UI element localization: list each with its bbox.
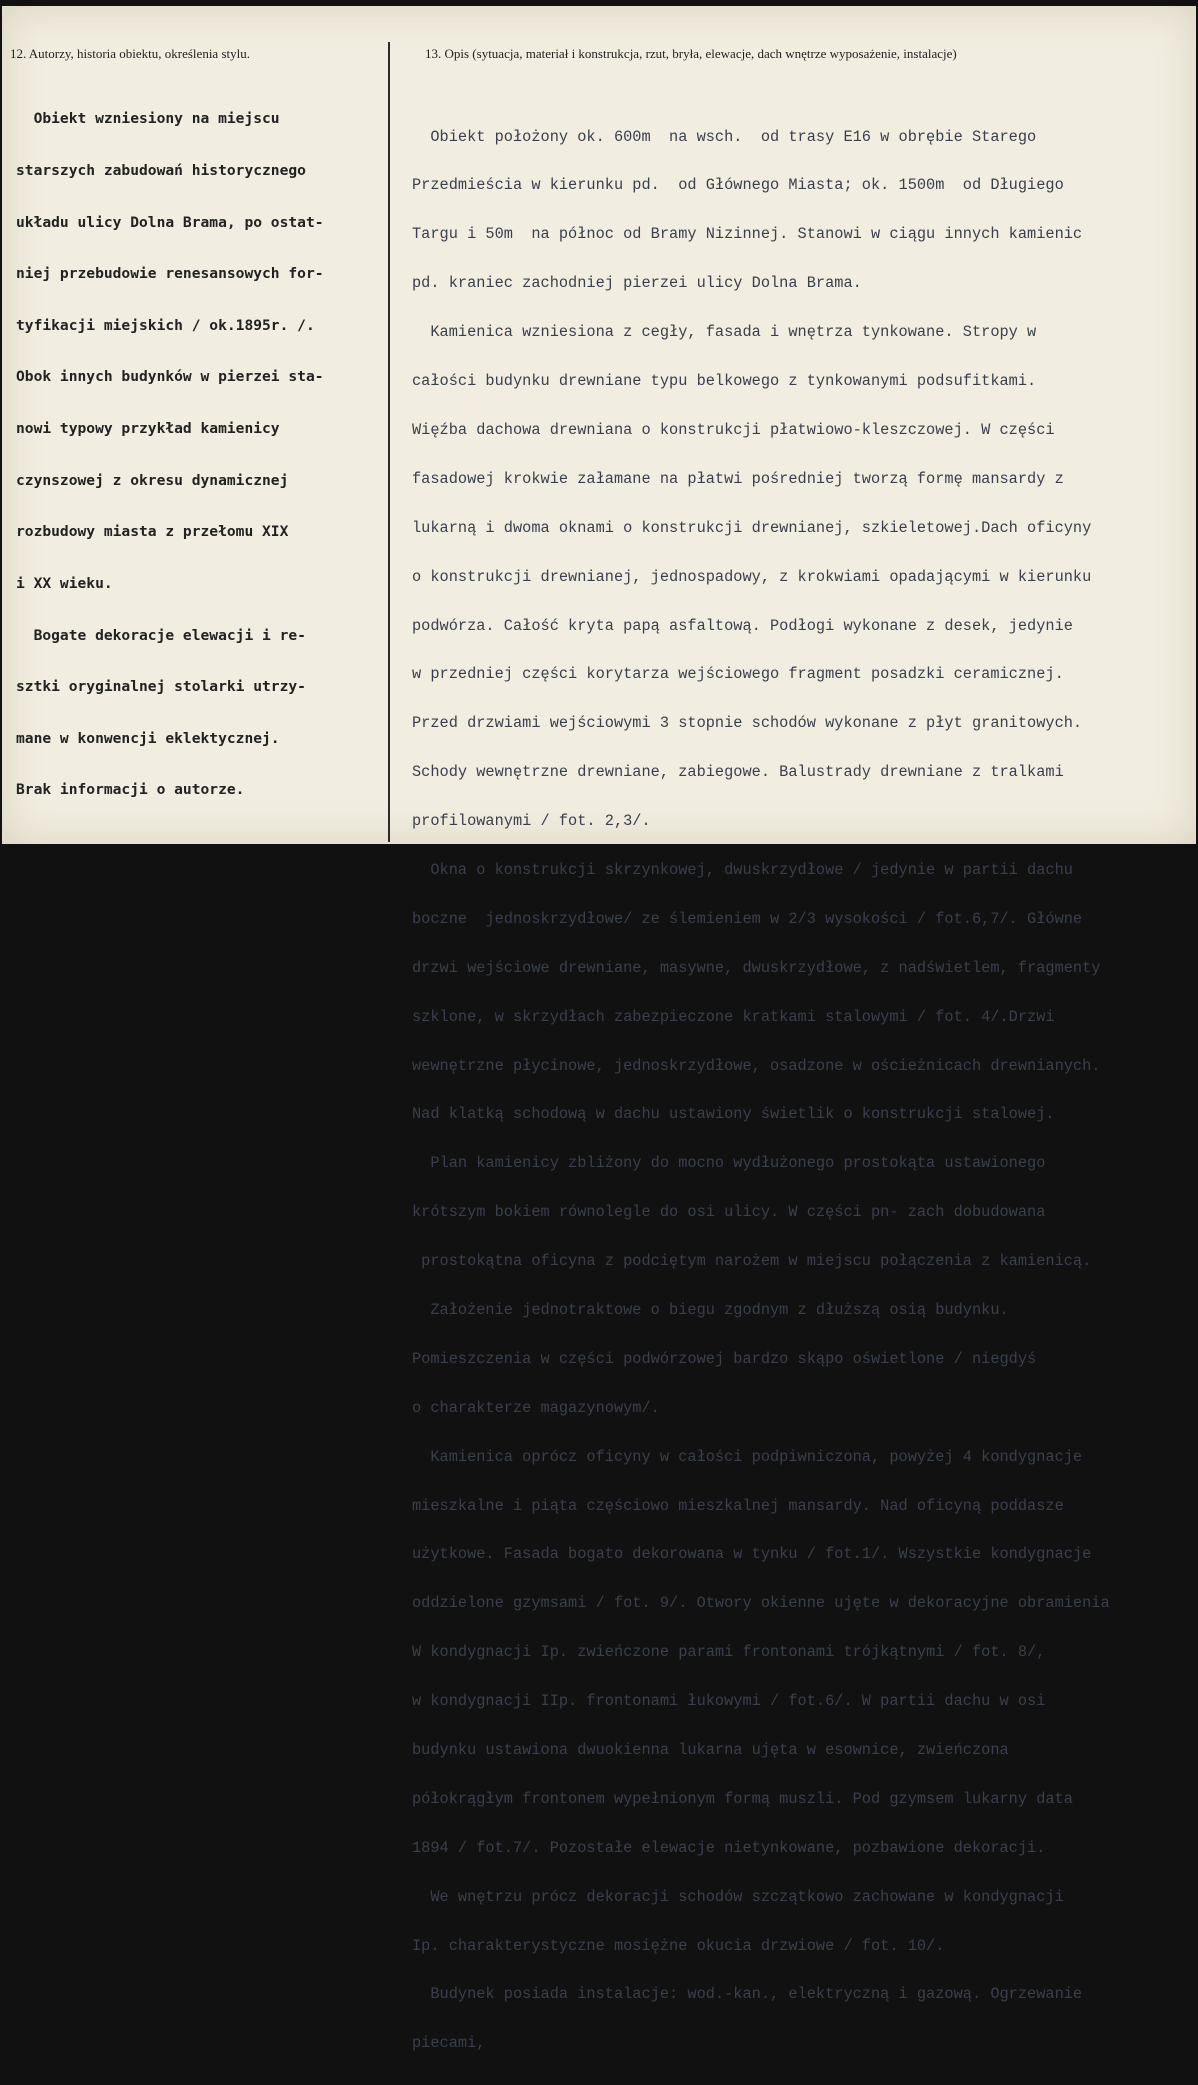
text-line: w kondygnacji IIp. frontonami łukowymi / fot.6/. W partii dachu w osi xyxy=(412,1692,1046,1711)
document-card xyxy=(2,6,1196,2053)
text-line: sztki oryginalnej stolarki utrzy- xyxy=(16,678,306,696)
text-line: Obiekt położony ok. 600m na wsch. od trasy E16 w obrębie Starego xyxy=(412,127,1037,146)
text-line: Więźba dachowa drewniana o konstrukcji płatwiowo-kleszczowej. W części xyxy=(412,420,1055,439)
text-line: tyfikacji miejskich / ok.1895r. /. xyxy=(16,316,315,334)
column-divider xyxy=(388,42,390,842)
text-line: oddzielone gzymsami / fot. 9/. Otwory okienne ujęte w dekoracyjne obramienia xyxy=(412,1594,1110,1613)
text-line: Obiekt wzniesiony na miejscu xyxy=(16,110,280,128)
text-line: szklone, w skrzydłach zabezpieczone kratkami stalowymi / fot. 4/.Drzwi xyxy=(412,1007,1055,1026)
text-line: Plan kamienicy zbliżony do mocno wydłużonego prostokąta ustawionego xyxy=(412,1154,1046,1173)
text-line: układu ulicy Dolna Brama, po ostat- xyxy=(16,213,324,231)
text-line: o konstrukcji drewnianej, jednospadowy, z krokwiami opadającymi w kierunku xyxy=(412,567,1092,586)
text-line: Kamienica oprócz oficyny w całości podpiwniczona, powyżej 4 kondygnacje xyxy=(412,1447,1083,1466)
text-line: czynszowej z okresu dynamicznej xyxy=(16,471,289,489)
text-line: mane w konwencji eklektycznej. xyxy=(16,729,280,747)
text-line: We wnętrzu prócz dekoracji schodów szczątkowo zachowane w kondygnacji xyxy=(412,1887,1064,1906)
text-line: Pomieszczenia w części podwórzowej bardzo skąpo oświetlone / niegdyś xyxy=(412,1349,1037,1368)
text-line: mieszkalne i piąta częściowo mieszkalnej mansardy. Nad oficyną poddasze xyxy=(412,1496,1064,1515)
text-line: fasadowej krokwie załamane na płatwi pośredniej tworzą formę mansardy z xyxy=(412,469,1064,488)
text-line: budynku ustawiona dwuokienna lukarna ujęta w esownice, zwieńczona xyxy=(412,1740,1009,1759)
text-line: lukarną i dwoma oknami o konstrukcji drewnianej, szkieletowej.Dach oficyny xyxy=(412,518,1092,537)
text-line: Przed drzwiami wejściowymi 3 stopnie schodów wykonane z płyt granitowych. xyxy=(412,714,1083,733)
text-line: piecami, xyxy=(412,2034,486,2053)
text-line: wewnętrzne płycinowe, jednoskrzydłowe, osadzone w ościeżnicach drewnianych. xyxy=(412,1056,1101,1075)
text-line: nowi typowy przykład kamienicy xyxy=(16,420,280,438)
text-line: Brak informacji o autorze. xyxy=(16,781,245,799)
text-line: profilowanymi / fot. 2,3/. xyxy=(412,812,651,831)
text-line: w przedniej części korytarza wejściowego fragment posadzki ceramicznej. xyxy=(412,665,1064,684)
text-line: Ip. charakterystyczne mosiężne okucia drzwiowe / fot. 10/. xyxy=(412,1936,945,1955)
text-line: rozbudowy miasta z przełomu XIX xyxy=(16,523,289,541)
text-line: całości budynku drewniane typu belkowego z tynkowanymi podsufitkami. xyxy=(412,372,1037,391)
text-line: półokrągłym frontonem wypełnionym formą muszli. Pod gzymsem lukarny data xyxy=(412,1789,1073,1808)
text-line: Targu i 50m na północ od Bramy Nizinnej. Stanowi w ciągu innych kamienic xyxy=(412,225,1083,244)
text-line: Okna o konstrukcji skrzynkowej, dwuskrzydłowe / jedynie w partii dachu xyxy=(412,860,1073,879)
section-13-header: 13. Opis (sytuacja, materiał i konstrukcja, rzut, bryła, elewacje, dach wnętrze wyposażenie, instalacje) xyxy=(425,46,957,61)
text-line: niej przebudowie renesansowych for- xyxy=(16,265,324,283)
text-line: Nad klatką schodową w dachu ustawiony świetlik o konstrukcji stalowej. xyxy=(412,1105,1055,1124)
text-line: Kamienica wzniesiona z cegły, fasada i wnętrza tynkowane. Stropy w xyxy=(412,323,1037,342)
text-line: Bogate dekoracje elewacji i re- xyxy=(16,626,306,644)
text-line: boczne jednoskrzydłowe/ ze ślemieniem w 2/3 wysokości / fot.6,7/. Główne xyxy=(412,909,1083,928)
text-line: prostokątna oficyna z podciętym narożem w miejscu połączenia z kamienicą. xyxy=(412,1252,1092,1271)
section-12-header: 12. Autorzy, historia obiektu, określenia stylu. xyxy=(10,46,250,61)
text-line: drzwi wejściowe drewniane, masywne, dwuskrzydłowe, z nadświetlem, fragmenty xyxy=(412,958,1101,977)
text-line: Obok innych budynków w pierzei sta- xyxy=(16,368,324,386)
text-line: pd. kraniec zachodniej pierzei ulicy Dolna Brama. xyxy=(412,274,862,293)
text-line: użytkowe. Fasada bogato dekorowana w tynku / fot.1/. Wszystkie kondygnacje xyxy=(412,1545,1092,1564)
authors-history-text xyxy=(16,76,324,833)
text-line: o charakterze magazynowym/. xyxy=(412,1398,660,1417)
text-line: Przedmieścia w kierunku pd. od Głównego Miasta; ok. 1500m od Długiego xyxy=(412,176,1064,195)
text-line: starszych zabudowań historycznego xyxy=(16,162,306,180)
text-line: i XX wieku. xyxy=(16,574,113,592)
text-line: Założenie jednotraktowe o biegu zgodnym z dłuższą osią budynku. xyxy=(412,1300,1009,1319)
text-line: krótszym bokiem równolegle do osi ulicy. W części pn- zach dobudowana xyxy=(412,1203,1046,1222)
text-line: Schody wewnętrzne drewniane, zabiegowe. Balustrady drewniane z tralkami xyxy=(412,763,1064,782)
text-line: 1894 / fot.7/. Pozostałe elewacje nietynkowane, pozbawione dekoracji. xyxy=(412,1838,1046,1857)
text-line: podwórza. Całość kryta papą asfaltową. Podłogi wykonane z desek, jedynie xyxy=(412,616,1073,635)
text-line: W kondygnacji Ip. zwieńczone parami frontonami trójkątnymi / fot. 8/, xyxy=(412,1643,1046,1662)
text-line: Budynek posiada instalacje: wod.-kan., elektryczną i gazową. Ogrzewanie xyxy=(412,1985,1083,2004)
description-text xyxy=(412,96,1110,2084)
